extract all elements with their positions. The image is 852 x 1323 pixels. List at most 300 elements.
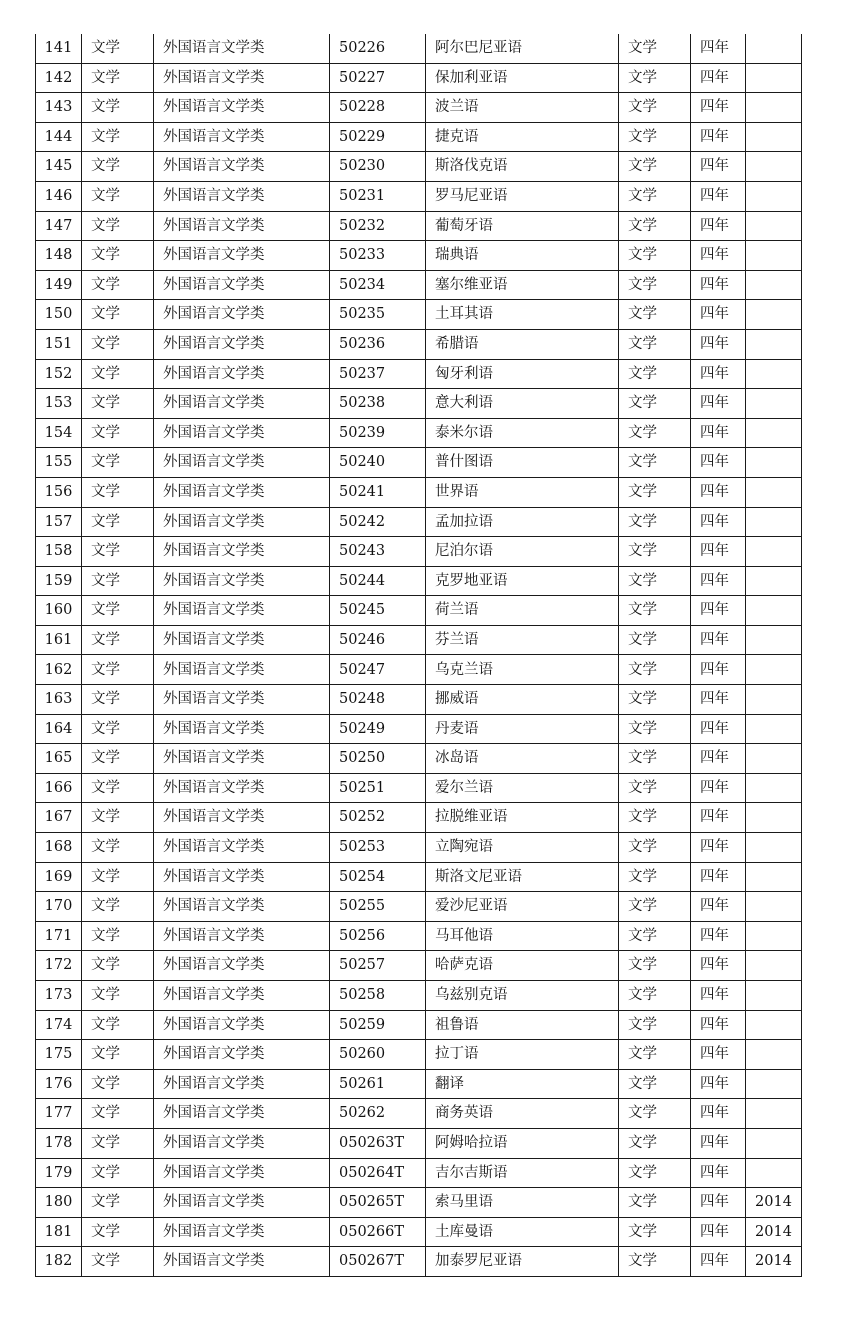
major-name-cell: 爱尔兰语 [426, 773, 619, 803]
major-name-cell: 波兰语 [426, 93, 619, 123]
added-year-cell [746, 655, 802, 685]
study-duration-cell: 四年 [691, 507, 746, 537]
row-number-cell: 149 [36, 270, 82, 300]
major-class-cell: 外国语言文学类 [154, 1158, 330, 1188]
degree-type-cell: 文学 [619, 241, 691, 271]
study-duration-cell: 四年 [691, 625, 746, 655]
major-class-cell: 外国语言文学类 [154, 507, 330, 537]
added-year-cell [746, 1069, 802, 1099]
row-number-cell: 164 [36, 714, 82, 744]
table-row [36, 892, 802, 922]
study-duration-cell: 四年 [691, 477, 746, 507]
table-row [36, 270, 802, 300]
discipline-category-cell: 文学 [82, 537, 154, 567]
study-duration-cell: 四年 [691, 1247, 746, 1277]
table-row [36, 211, 802, 241]
major-name-cell: 乌兹别克语 [426, 981, 619, 1011]
major-name-cell: 塞尔维亚语 [426, 270, 619, 300]
study-duration-cell: 四年 [691, 448, 746, 478]
study-duration-cell: 四年 [691, 389, 746, 419]
row-number-cell: 154 [36, 418, 82, 448]
major-code-cell: 50256 [330, 921, 426, 951]
major-name-cell: 瑞典语 [426, 241, 619, 271]
table-row [36, 477, 802, 507]
discipline-category-cell: 文学 [82, 921, 154, 951]
study-duration-cell: 四年 [691, 1188, 746, 1218]
major-code-cell: 50250 [330, 744, 426, 774]
table-row [36, 122, 802, 152]
major-name-cell: 荷兰语 [426, 596, 619, 626]
study-duration-cell: 四年 [691, 1099, 746, 1129]
added-year-cell [746, 359, 802, 389]
discipline-category-cell: 文学 [82, 359, 154, 389]
row-number-cell: 153 [36, 389, 82, 419]
major-code-cell: 50236 [330, 329, 426, 359]
degree-type-cell: 文学 [619, 181, 691, 211]
added-year-cell [746, 1010, 802, 1040]
study-duration-cell: 四年 [691, 1010, 746, 1040]
row-number-cell: 171 [36, 921, 82, 951]
added-year-cell [746, 1158, 802, 1188]
study-duration-cell: 四年 [691, 211, 746, 241]
major-class-cell: 外国语言文学类 [154, 1069, 330, 1099]
major-class-cell: 外国语言文学类 [154, 625, 330, 655]
row-number-cell: 167 [36, 803, 82, 833]
discipline-category-cell: 文学 [82, 773, 154, 803]
major-code-cell: 50233 [330, 241, 426, 271]
major-code-cell: 50242 [330, 507, 426, 537]
degree-type-cell: 文学 [619, 1247, 691, 1277]
major-class-cell: 外国语言文学类 [154, 1188, 330, 1218]
added-year-cell: 2014 [746, 1217, 802, 1247]
major-class-cell: 外国语言文学类 [154, 329, 330, 359]
added-year-cell [746, 477, 802, 507]
added-year-cell [746, 921, 802, 951]
major-name-cell: 尼泊尔语 [426, 537, 619, 567]
major-name-cell: 罗马尼亚语 [426, 181, 619, 211]
degree-type-cell: 文学 [619, 685, 691, 715]
discipline-category-cell: 文学 [82, 1040, 154, 1070]
table-row [36, 1247, 802, 1277]
degree-type-cell: 文学 [619, 566, 691, 596]
row-number-cell: 170 [36, 892, 82, 922]
major-name-cell: 斯洛文尼亚语 [426, 862, 619, 892]
discipline-category-cell: 文学 [82, 981, 154, 1011]
table-row [36, 152, 802, 182]
major-class-cell: 外国语言文学类 [154, 833, 330, 863]
degree-type-cell: 文学 [619, 300, 691, 330]
study-duration-cell: 四年 [691, 1128, 746, 1158]
added-year-cell [746, 329, 802, 359]
major-class-cell: 外国语言文学类 [154, 1010, 330, 1040]
degree-type-cell: 文学 [619, 329, 691, 359]
major-name-cell: 马耳他语 [426, 921, 619, 951]
row-number-cell: 151 [36, 329, 82, 359]
major-code-cell: 50261 [330, 1069, 426, 1099]
row-number-cell: 144 [36, 122, 82, 152]
major-class-cell: 外国语言文学类 [154, 685, 330, 715]
table-row [36, 744, 802, 774]
discipline-category-cell: 文学 [82, 389, 154, 419]
major-name-cell: 商务英语 [426, 1099, 619, 1129]
added-year-cell [746, 1040, 802, 1070]
table-row [36, 833, 802, 863]
added-year-cell [746, 596, 802, 626]
row-number-cell: 159 [36, 566, 82, 596]
major-class-cell: 外国语言文学类 [154, 359, 330, 389]
added-year-cell [746, 833, 802, 863]
major-code-cell: 50255 [330, 892, 426, 922]
row-number-cell: 145 [36, 152, 82, 182]
study-duration-cell: 四年 [691, 1040, 746, 1070]
major-class-cell: 外国语言文学类 [154, 1247, 330, 1277]
major-name-cell: 捷克语 [426, 122, 619, 152]
major-name-cell: 孟加拉语 [426, 507, 619, 537]
row-number-cell: 142 [36, 63, 82, 93]
table-row [36, 1158, 802, 1188]
table-row [36, 329, 802, 359]
study-duration-cell: 四年 [691, 773, 746, 803]
degree-type-cell: 文学 [619, 951, 691, 981]
added-year-cell [746, 803, 802, 833]
major-class-cell: 外国语言文学类 [154, 714, 330, 744]
row-number-cell: 158 [36, 537, 82, 567]
table-row [36, 714, 802, 744]
added-year-cell [746, 1099, 802, 1129]
major-name-cell: 阿姆哈拉语 [426, 1128, 619, 1158]
added-year-cell [746, 537, 802, 567]
major-code-cell: 50259 [330, 1010, 426, 1040]
added-year-cell [746, 981, 802, 1011]
major-name-cell: 意大利语 [426, 389, 619, 419]
degree-type-cell: 文学 [619, 270, 691, 300]
row-number-cell: 175 [36, 1040, 82, 1070]
table-row [36, 951, 802, 981]
major-class-cell: 外国语言文学类 [154, 448, 330, 478]
row-number-cell: 182 [36, 1247, 82, 1277]
major-name-cell: 爱沙尼亚语 [426, 892, 619, 922]
row-number-cell: 161 [36, 625, 82, 655]
added-year-cell [746, 685, 802, 715]
major-name-cell: 克罗地亚语 [426, 566, 619, 596]
added-year-cell [746, 773, 802, 803]
table-row [36, 300, 802, 330]
degree-type-cell: 文学 [619, 448, 691, 478]
table-row [36, 181, 802, 211]
major-name-cell: 乌克兰语 [426, 655, 619, 685]
major-code-cell: 50247 [330, 655, 426, 685]
table-row [36, 537, 802, 567]
major-class-cell: 外国语言文学类 [154, 981, 330, 1011]
major-code-cell: 50226 [330, 34, 426, 63]
major-code-cell: 50231 [330, 181, 426, 211]
table-row [36, 596, 802, 626]
discipline-category-cell: 文学 [82, 862, 154, 892]
major-class-cell: 外国语言文学类 [154, 389, 330, 419]
major-name-cell: 保加利亚语 [426, 63, 619, 93]
major-name-cell: 翻译 [426, 1069, 619, 1099]
major-class-cell: 外国语言文学类 [154, 122, 330, 152]
study-duration-cell: 四年 [691, 359, 746, 389]
added-year-cell [746, 181, 802, 211]
study-duration-cell: 四年 [691, 418, 746, 448]
added-year-cell [746, 862, 802, 892]
row-number-cell: 148 [36, 241, 82, 271]
degree-type-cell: 文学 [619, 507, 691, 537]
major-name-cell: 阿尔巴尼亚语 [426, 34, 619, 63]
major-class-cell: 外国语言文学类 [154, 181, 330, 211]
discipline-category-cell: 文学 [82, 1010, 154, 1040]
added-year-cell [746, 448, 802, 478]
discipline-category-cell: 文学 [82, 270, 154, 300]
major-code-cell: 50257 [330, 951, 426, 981]
major-class-cell: 外国语言文学类 [154, 1128, 330, 1158]
major-code-cell: 50234 [330, 270, 426, 300]
study-duration-cell: 四年 [691, 122, 746, 152]
table-row [36, 803, 802, 833]
discipline-category-cell: 文学 [82, 655, 154, 685]
added-year-cell [746, 93, 802, 123]
major-class-cell: 外国语言文学类 [154, 596, 330, 626]
major-class-cell: 外国语言文学类 [154, 93, 330, 123]
major-class-cell: 外国语言文学类 [154, 951, 330, 981]
major-class-cell: 外国语言文学类 [154, 892, 330, 922]
study-duration-cell: 四年 [691, 596, 746, 626]
degree-type-cell: 文学 [619, 477, 691, 507]
major-class-cell: 外国语言文学类 [154, 300, 330, 330]
major-class-cell: 外国语言文学类 [154, 921, 330, 951]
degree-type-cell: 文学 [619, 63, 691, 93]
discipline-category-cell: 文学 [82, 418, 154, 448]
row-number-cell: 162 [36, 655, 82, 685]
table-row [36, 981, 802, 1011]
table-row [36, 625, 802, 655]
major-name-cell: 芬兰语 [426, 625, 619, 655]
study-duration-cell: 四年 [691, 714, 746, 744]
major-code-cell: 50253 [330, 833, 426, 863]
row-number-cell: 181 [36, 1217, 82, 1247]
discipline-category-cell: 文学 [82, 1069, 154, 1099]
major-code-cell: 050265T [330, 1188, 426, 1218]
major-code-cell: 50244 [330, 566, 426, 596]
major-class-cell: 外国语言文学类 [154, 63, 330, 93]
discipline-category-cell: 文学 [82, 1128, 154, 1158]
major-code-cell: 50243 [330, 537, 426, 567]
discipline-category-cell: 文学 [82, 685, 154, 715]
study-duration-cell: 四年 [691, 63, 746, 93]
discipline-category-cell: 文学 [82, 63, 154, 93]
table-body [36, 34, 802, 1276]
row-number-cell: 147 [36, 211, 82, 241]
discipline-category-cell: 文学 [82, 714, 154, 744]
row-number-cell: 146 [36, 181, 82, 211]
degree-type-cell: 文学 [619, 537, 691, 567]
table-row [36, 921, 802, 951]
table-row [36, 1040, 802, 1070]
degree-type-cell: 文学 [619, 1069, 691, 1099]
table-row [36, 1010, 802, 1040]
degree-type-cell: 文学 [619, 1217, 691, 1247]
degree-type-cell: 文学 [619, 1188, 691, 1218]
major-name-cell: 葡萄牙语 [426, 211, 619, 241]
row-number-cell: 173 [36, 981, 82, 1011]
degree-type-cell: 文学 [619, 93, 691, 123]
major-class-cell: 外国语言文学类 [154, 744, 330, 774]
major-code-cell: 50239 [330, 418, 426, 448]
major-code-cell: 50246 [330, 625, 426, 655]
major-class-cell: 外国语言文学类 [154, 1040, 330, 1070]
discipline-category-cell: 文学 [82, 625, 154, 655]
major-class-cell: 外国语言文学类 [154, 152, 330, 182]
degree-type-cell: 文学 [619, 1128, 691, 1158]
major-class-cell: 外国语言文学类 [154, 1217, 330, 1247]
table-row [36, 241, 802, 271]
degree-type-cell: 文学 [619, 596, 691, 626]
added-year-cell [746, 300, 802, 330]
table-row [36, 389, 802, 419]
major-code-cell: 50238 [330, 389, 426, 419]
row-number-cell: 155 [36, 448, 82, 478]
major-class-cell: 外国语言文学类 [154, 211, 330, 241]
table-row [36, 566, 802, 596]
row-number-cell: 157 [36, 507, 82, 537]
major-class-cell: 外国语言文学类 [154, 655, 330, 685]
major-class-cell: 外国语言文学类 [154, 566, 330, 596]
degree-type-cell: 文学 [619, 773, 691, 803]
major-name-cell: 土耳其语 [426, 300, 619, 330]
discipline-category-cell: 文学 [82, 566, 154, 596]
major-name-cell: 普什图语 [426, 448, 619, 478]
major-name-cell: 斯洛伐克语 [426, 152, 619, 182]
row-number-cell: 156 [36, 477, 82, 507]
discipline-category-cell: 文学 [82, 152, 154, 182]
discipline-category-cell: 文学 [82, 1217, 154, 1247]
table-row [36, 418, 802, 448]
row-number-cell: 180 [36, 1188, 82, 1218]
study-duration-cell: 四年 [691, 181, 746, 211]
degree-type-cell: 文学 [619, 122, 691, 152]
study-duration-cell: 四年 [691, 34, 746, 63]
major-name-cell: 匈牙利语 [426, 359, 619, 389]
discipline-category-cell: 文学 [82, 181, 154, 211]
row-number-cell: 152 [36, 359, 82, 389]
degree-type-cell: 文学 [619, 714, 691, 744]
added-year-cell [746, 744, 802, 774]
added-year-cell [746, 625, 802, 655]
added-year-cell [746, 34, 802, 63]
added-year-cell [746, 389, 802, 419]
row-number-cell: 163 [36, 685, 82, 715]
discipline-category-cell: 文学 [82, 892, 154, 922]
row-number-cell: 177 [36, 1099, 82, 1129]
row-number-cell: 169 [36, 862, 82, 892]
discipline-category-cell: 文学 [82, 34, 154, 63]
major-code-cell: 50252 [330, 803, 426, 833]
degree-type-cell: 文学 [619, 892, 691, 922]
row-number-cell: 165 [36, 744, 82, 774]
study-duration-cell: 四年 [691, 270, 746, 300]
major-name-cell: 冰岛语 [426, 744, 619, 774]
major-name-cell: 希腊语 [426, 329, 619, 359]
major-class-cell: 外国语言文学类 [154, 241, 330, 271]
added-year-cell [746, 241, 802, 271]
row-number-cell: 178 [36, 1128, 82, 1158]
study-duration-cell: 四年 [691, 833, 746, 863]
discipline-category-cell: 文学 [82, 507, 154, 537]
study-duration-cell: 四年 [691, 981, 746, 1011]
degree-type-cell: 文学 [619, 389, 691, 419]
degree-type-cell: 文学 [619, 359, 691, 389]
discipline-category-cell: 文学 [82, 596, 154, 626]
study-duration-cell: 四年 [691, 921, 746, 951]
degree-type-cell: 文学 [619, 418, 691, 448]
row-number-cell: 172 [36, 951, 82, 981]
major-class-cell: 外国语言文学类 [154, 537, 330, 567]
discipline-category-cell: 文学 [82, 122, 154, 152]
table-row [36, 63, 802, 93]
major-code-cell: 50262 [330, 1099, 426, 1129]
table-row [36, 34, 802, 63]
added-year-cell [746, 951, 802, 981]
discipline-category-cell: 文学 [82, 477, 154, 507]
major-class-cell: 外国语言文学类 [154, 862, 330, 892]
table-row [36, 1128, 802, 1158]
table-row [36, 773, 802, 803]
discipline-category-cell: 文学 [82, 1099, 154, 1129]
major-code-cell: 50229 [330, 122, 426, 152]
study-duration-cell: 四年 [691, 537, 746, 567]
discipline-category-cell: 文学 [82, 1247, 154, 1277]
discipline-category-cell: 文学 [82, 300, 154, 330]
added-year-cell [746, 63, 802, 93]
row-number-cell: 179 [36, 1158, 82, 1188]
study-duration-cell: 四年 [691, 1069, 746, 1099]
added-year-cell [746, 211, 802, 241]
degree-type-cell: 文学 [619, 152, 691, 182]
added-year-cell [746, 418, 802, 448]
table-row [36, 1217, 802, 1247]
major-code-cell: 50245 [330, 596, 426, 626]
major-code-cell: 50248 [330, 685, 426, 715]
degree-type-cell: 文学 [619, 34, 691, 63]
row-number-cell: 160 [36, 596, 82, 626]
major-class-cell: 外国语言文学类 [154, 270, 330, 300]
degree-type-cell: 文学 [619, 625, 691, 655]
major-code-cell: 050266T [330, 1217, 426, 1247]
table-row [36, 685, 802, 715]
degree-type-cell: 文学 [619, 744, 691, 774]
table-row [36, 93, 802, 123]
table-row [36, 448, 802, 478]
discipline-category-cell: 文学 [82, 329, 154, 359]
major-name-cell: 哈萨克语 [426, 951, 619, 981]
study-duration-cell: 四年 [691, 93, 746, 123]
added-year-cell [746, 566, 802, 596]
table-row [36, 655, 802, 685]
major-name-cell: 索马里语 [426, 1188, 619, 1218]
major-code-cell: 50251 [330, 773, 426, 803]
row-number-cell: 176 [36, 1069, 82, 1099]
degree-type-cell: 文学 [619, 862, 691, 892]
major-code-cell: 50240 [330, 448, 426, 478]
major-catalog-table [35, 34, 802, 1277]
study-duration-cell: 四年 [691, 803, 746, 833]
study-duration-cell: 四年 [691, 655, 746, 685]
study-duration-cell: 四年 [691, 329, 746, 359]
added-year-cell: 2014 [746, 1188, 802, 1218]
added-year-cell [746, 507, 802, 537]
added-year-cell [746, 892, 802, 922]
